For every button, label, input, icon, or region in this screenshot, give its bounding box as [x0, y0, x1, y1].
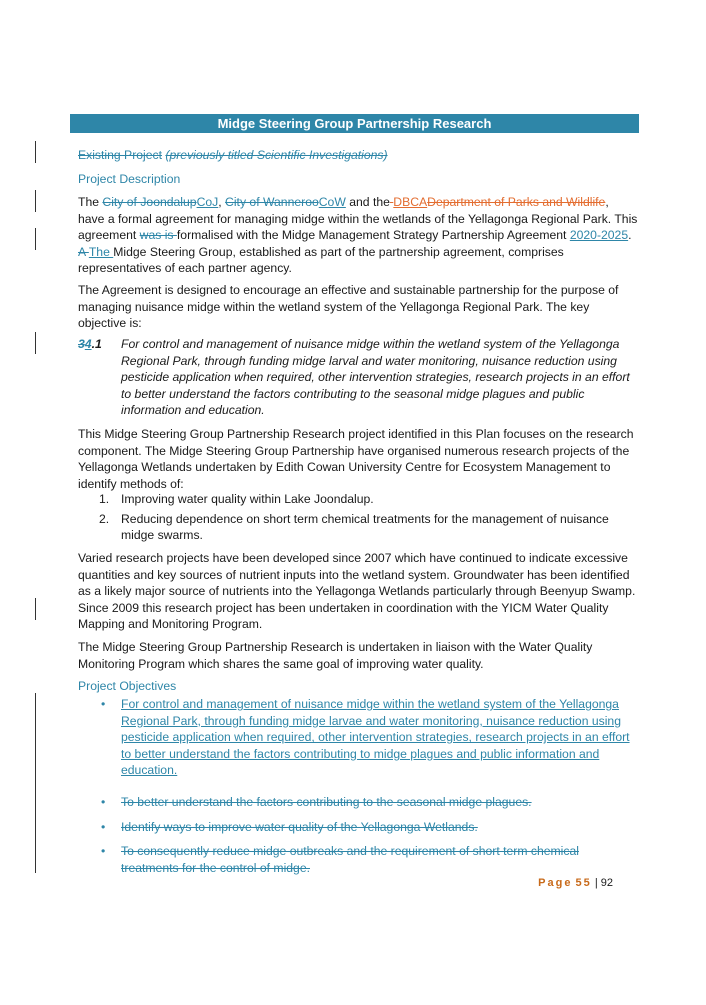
- existing-project-line: [78, 147, 638, 164]
- paragraph-agreement: The Agreement is designed to encourage an effective and sustainable partnership for the purpose of managing nuisance midge within the wetland system of the Yellagonga Regional Park. The key objective is:: [78, 283, 619, 331]
- text: .: [628, 228, 632, 243]
- inserted-text: CoW: [318, 195, 346, 209]
- list-number: 2.: [99, 511, 110, 526]
- change-bar: [35, 190, 36, 212]
- list-item: [78, 696, 638, 779]
- paragraph-research: This Midge Steering Group Partnership Research project identified in this Plan focuses on the research component. The Midge Steering Group Partnership have organised numerous research projects of the Yellagonga Wetlands undertaken by Edith Cowan University Centre for Ecosystem Management to identify methods of:: [78, 427, 634, 491]
- objective-number: [78, 336, 102, 353]
- paragraph-liaison: The Midge Steering Group Partnership Research is undertaken in liaison with the Water Quality Monitoring Program which shares the same goal of improving water quality.: [78, 640, 593, 671]
- page-footer: [538, 877, 613, 889]
- text: Varied research projects have been developed since 2007 which have continued to indicate excessive quantities and key sources of nutrient inputs into the wetland system. Groundwater has been identified as a likely major source of nutrients into the Yellagonga Wetlands particularly through Beenyup Swamp.: [78, 551, 636, 599]
- list-item: [78, 843, 638, 876]
- deleted-text: A: [78, 244, 89, 259]
- text: .1: [91, 337, 102, 351]
- inserted-text: 2020-2025: [569, 228, 629, 243]
- deleted-text: was is: [139, 228, 177, 243]
- text: ,: [218, 195, 226, 209]
- list-item-text: To consequently reduce midge outbreaks and the requirement of short term chemical treatments for the control of midge.: [121, 844, 579, 875]
- list-item-text: Reducing dependence on short term chemical treatments for the management of nuisance midge swarms.: [121, 511, 609, 543]
- page-label: Page: [538, 877, 573, 889]
- section-title-bar: Midge Steering Group Partnership Research: [70, 114, 639, 133]
- change-bar: [35, 598, 36, 620]
- text: , have a formal agreement for managing midge within the wetlands of the Yellagonga Regional Park. This agreement: [78, 195, 638, 243]
- project-objectives-heading: Project Objectives: [78, 679, 177, 693]
- page-number: 55: [575, 877, 592, 889]
- paragraph-varied-research: [78, 550, 638, 633]
- inserted-text: CoJ: [196, 195, 219, 209]
- deleted-text: City of Wanneroo: [225, 195, 319, 209]
- deleted-text: Department of Parks and Wildlife: [427, 195, 606, 209]
- list-item-text: Identify ways to improve water quality of the Yellagonga Wetlands.: [121, 819, 478, 834]
- footer-separator: |: [591, 877, 601, 889]
- project-description-heading: Project Description: [78, 172, 181, 186]
- key-objective-item: [78, 336, 638, 419]
- paragraph-partners: [78, 194, 638, 277]
- text: formalised with the Midge Management Strategy Partnership Agreement: [176, 228, 570, 243]
- list-number: 1.: [99, 492, 110, 506]
- objective-text: For control and management of nuisance midge within the wetland system of the Yellagonga Regional Park, through funding midge larval and water monitoring, nuisance reduction using pesticide application when required, other intervention strategies, research projects in an effort to better understand the factors contributing to the seasonal midge plagues and public information and education.: [121, 337, 630, 418]
- methods-list: [78, 491, 638, 544]
- existing-project-subtitle: (previously titled Scientific Investigations): [165, 148, 388, 162]
- page-total: 92: [600, 877, 613, 889]
- inserted-text: 4: [84, 337, 92, 351]
- list-item-text: Improving water quality within Lake Joondalup.: [121, 492, 374, 506]
- deleted-text: City of Joondalup: [102, 195, 197, 209]
- text: The: [78, 195, 103, 209]
- bullet-icon: •: [101, 794, 106, 809]
- bullet-icon: •: [101, 819, 106, 834]
- inserted-text: The: [88, 244, 114, 259]
- deleted-text: 3: [78, 337, 85, 351]
- change-bar: [35, 332, 36, 354]
- list-item: [78, 794, 638, 811]
- list-item-text: To better understand the factors contributing to the seasonal midge plagues.: [121, 794, 532, 809]
- existing-project-label: Existing Project: [78, 148, 162, 162]
- list-item: [78, 819, 638, 836]
- change-bar: [35, 228, 36, 250]
- bullet-icon: •: [101, 697, 106, 711]
- text: and the: [345, 195, 390, 209]
- change-bar: [35, 141, 36, 163]
- list-item-text: For control and management of nuisance midge within the wetland system of the Yellagonga Regional Park, through funding midge larvae and water monitoring, nuisance reduction using pesticide application when required, other intervention strategies, research projects in an effort to better understand the factors contributing to midge plagues and public information and education.: [121, 697, 630, 778]
- key-objective: [78, 336, 638, 419]
- text: Midge Steering Group, established as part of the partnership agreement, comprises representatives of each partner agency.: [78, 244, 564, 276]
- objectives-list: [78, 696, 638, 876]
- text: Since 2009 this research project has been undertaken in coordination with the YICM Water Quality Mapping and Monitoring Program.: [78, 600, 609, 632]
- list-item: [78, 491, 638, 508]
- inserted-text: DBCA: [393, 195, 428, 209]
- change-bar: [35, 693, 36, 873]
- bullet-icon: •: [101, 844, 106, 859]
- list-item: [78, 511, 638, 544]
